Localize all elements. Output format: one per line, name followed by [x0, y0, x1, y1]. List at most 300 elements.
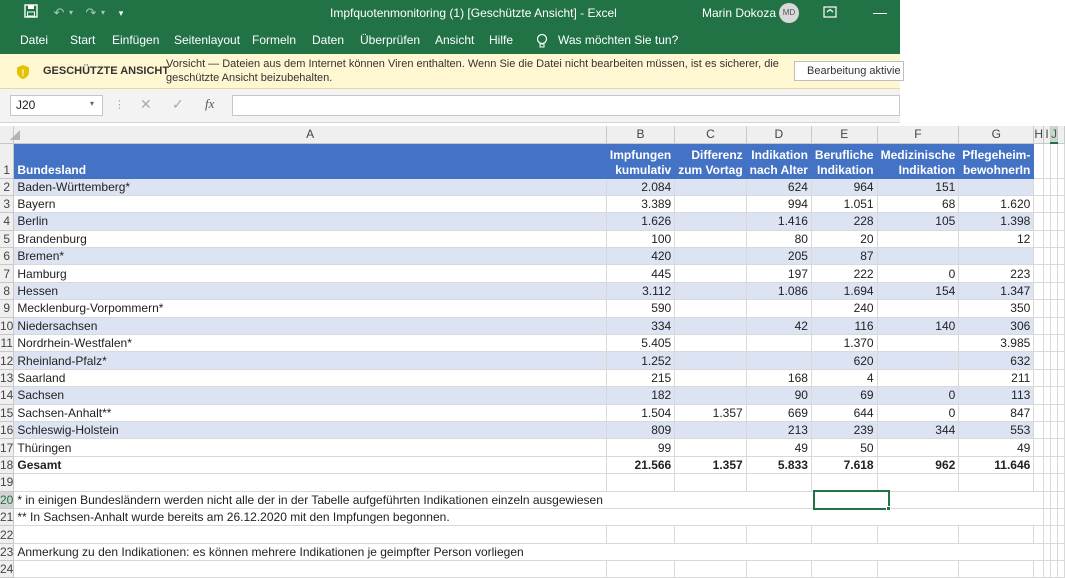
cell[interactable]	[1034, 300, 1044, 317]
cell[interactable]: 644	[811, 404, 877, 421]
cell[interactable]	[1050, 282, 1057, 299]
cell[interactable]	[877, 335, 959, 352]
row-header[interactable]: 13	[0, 370, 14, 385]
cell[interactable]	[1050, 421, 1057, 438]
tab-formeln[interactable]: Formeln	[252, 33, 297, 47]
insert-function-icon[interactable]: fx	[205, 96, 215, 111]
cell[interactable]	[1050, 352, 1057, 369]
cell[interactable]: 50	[811, 439, 877, 456]
cell[interactable]: 215	[606, 369, 674, 386]
cell[interactable]	[1057, 439, 1064, 456]
table-header-cell[interactable]	[811, 143, 877, 178]
cell[interactable]	[1034, 456, 1044, 473]
tab-daten[interactable]: Daten	[312, 33, 345, 47]
cell[interactable]: Hamburg	[14, 265, 607, 282]
cell[interactable]	[1057, 508, 1064, 525]
cell[interactable]: 168	[746, 369, 811, 386]
tab-ansicht[interactable]: Ansicht	[435, 33, 475, 47]
cell[interactable]: Nordrhein-Westfalen*	[14, 335, 607, 352]
cell[interactable]	[877, 561, 959, 578]
cell[interactable]: 0	[877, 387, 959, 404]
name-box-dropdown-icon[interactable]: ▾	[90, 99, 95, 108]
row-header[interactable]: 1	[0, 143, 14, 178]
cell[interactable]	[606, 508, 674, 525]
undo-dropdown-icon[interactable]: ▾	[68, 8, 73, 17]
cell[interactable]	[959, 178, 1034, 195]
cell[interactable]: 12	[959, 230, 1034, 247]
cell[interactable]	[1057, 387, 1064, 404]
cell[interactable]	[1057, 543, 1064, 560]
tab-seitenlayout[interactable]: Seitenlayout	[174, 33, 241, 47]
cell[interactable]	[1043, 474, 1050, 491]
cell[interactable]	[1034, 421, 1044, 438]
cell[interactable]	[1050, 195, 1057, 212]
cell[interactable]	[1034, 178, 1044, 195]
row-header[interactable]: 24	[0, 562, 14, 577]
cell[interactable]	[1043, 491, 1050, 508]
cell[interactable]	[1043, 526, 1050, 543]
table-header-cell[interactable]: Bundesland	[14, 143, 607, 178]
cell[interactable]: 87	[811, 248, 877, 265]
cell[interactable]	[877, 369, 959, 386]
cell[interactable]	[1050, 265, 1057, 282]
cell[interactable]: 223	[959, 265, 1034, 282]
cell[interactable]: 445	[606, 265, 674, 282]
cell[interactable]	[675, 561, 746, 578]
cell[interactable]	[877, 526, 959, 543]
cell[interactable]	[1043, 143, 1050, 178]
cell[interactable]: 620	[811, 352, 877, 369]
column-header[interactable]: F	[877, 126, 959, 143]
cell[interactable]: 632	[959, 352, 1034, 369]
cell[interactable]: 590	[606, 300, 674, 317]
cell[interactable]	[959, 491, 1034, 508]
row-header[interactable]: 23	[0, 544, 14, 559]
cell[interactable]	[675, 195, 746, 212]
cell[interactable]	[1043, 404, 1050, 421]
cell[interactable]	[1034, 213, 1044, 230]
cell[interactable]	[14, 474, 607, 491]
cell[interactable]	[1050, 335, 1057, 352]
total-cell[interactable]: 7.618	[811, 456, 877, 473]
cell[interactable]	[1043, 178, 1050, 195]
cell[interactable]: 228	[811, 213, 877, 230]
row-header[interactable]: 3	[0, 195, 14, 212]
cell[interactable]	[675, 543, 746, 560]
cell[interactable]	[675, 213, 746, 230]
cell[interactable]: 42	[746, 317, 811, 334]
cell[interactable]	[1043, 300, 1050, 317]
cell[interactable]	[877, 230, 959, 247]
cell[interactable]: 334	[606, 317, 674, 334]
cell[interactable]	[1034, 404, 1044, 421]
cell[interactable]	[811, 543, 877, 560]
cell[interactable]: 151	[877, 178, 959, 195]
cell[interactable]: 0	[877, 265, 959, 282]
cell[interactable]: Bremen*	[14, 248, 607, 265]
cell[interactable]	[1057, 335, 1064, 352]
cell[interactable]	[877, 439, 959, 456]
cell[interactable]: 4	[811, 369, 877, 386]
cell[interactable]	[746, 352, 811, 369]
cell[interactable]: 100	[606, 230, 674, 247]
cell[interactable]: 2.084	[606, 178, 674, 195]
column-header[interactable]: B	[606, 126, 674, 143]
cell[interactable]	[1050, 404, 1057, 421]
cell[interactable]: 553	[959, 421, 1034, 438]
cell[interactable]	[1050, 474, 1057, 491]
cell[interactable]	[746, 526, 811, 543]
cell[interactable]	[1050, 317, 1057, 334]
cell[interactable]	[1043, 508, 1050, 525]
cell[interactable]	[746, 491, 811, 508]
cell[interactable]	[1050, 300, 1057, 317]
total-cell[interactable]: Gesamt	[14, 456, 607, 473]
cell[interactable]	[746, 561, 811, 578]
fill-handle[interactable]	[886, 506, 891, 511]
cell[interactable]: 306	[959, 317, 1034, 334]
row-header[interactable]: 10	[0, 318, 14, 333]
cell[interactable]	[877, 248, 959, 265]
cell[interactable]	[1050, 143, 1057, 178]
tab-start[interactable]: Start	[70, 33, 96, 47]
cell[interactable]: 80	[746, 230, 811, 247]
row-header[interactable]: 22	[0, 527, 14, 542]
cell[interactable]: 1.416	[746, 213, 811, 230]
row-header[interactable]: 18	[0, 457, 14, 472]
cell[interactable]	[1050, 439, 1057, 456]
ribbon-display-icon[interactable]	[823, 5, 837, 19]
cell[interactable]: 105	[877, 213, 959, 230]
cell[interactable]	[1057, 265, 1064, 282]
cell[interactable]	[1057, 317, 1064, 334]
enable-editing-button[interactable]: Bearbeitung aktivie	[794, 61, 904, 81]
spreadsheet-table[interactable]	[0, 126, 1065, 578]
cell[interactable]	[675, 491, 746, 508]
cell[interactable]: Saarland	[14, 369, 607, 386]
cell[interactable]	[959, 248, 1034, 265]
cell[interactable]	[1043, 195, 1050, 212]
cell[interactable]: Niedersachsen	[14, 317, 607, 334]
cell[interactable]	[746, 335, 811, 352]
cell[interactable]: 809	[606, 421, 674, 438]
cell[interactable]	[606, 543, 674, 560]
cell[interactable]	[1034, 352, 1044, 369]
cell[interactable]: Berlin	[14, 213, 607, 230]
cell[interactable]: 69	[811, 387, 877, 404]
cell[interactable]	[1043, 439, 1050, 456]
cell[interactable]	[811, 526, 877, 543]
cell[interactable]: 205	[746, 248, 811, 265]
cell[interactable]	[959, 474, 1034, 491]
cell[interactable]	[1057, 230, 1064, 247]
column-header[interactable]: A	[14, 126, 607, 143]
column-header[interactable]	[1057, 126, 1064, 143]
cell[interactable]	[1034, 369, 1044, 386]
cell[interactable]: 211	[959, 369, 1034, 386]
cell[interactable]: 1.252	[606, 352, 674, 369]
row-header[interactable]: 9	[0, 300, 14, 317]
tab-hilfe[interactable]: Hilfe	[489, 33, 514, 47]
cell[interactable]	[1050, 456, 1057, 473]
table-header-cell[interactable]	[746, 143, 811, 178]
cell[interactable]: 1.051	[811, 195, 877, 212]
cell[interactable]	[1034, 195, 1044, 212]
cell[interactable]	[1043, 456, 1050, 473]
cell[interactable]	[675, 282, 746, 299]
cell[interactable]	[1050, 508, 1057, 525]
cell[interactable]: 1.626	[606, 213, 674, 230]
cell[interactable]	[746, 300, 811, 317]
cell[interactable]	[1057, 195, 1064, 212]
cell[interactable]	[606, 491, 674, 508]
customize-toolbar-icon[interactable]: ▾	[118, 8, 124, 18]
undo-icon[interactable]: ↶	[53, 5, 65, 20]
cell[interactable]	[1050, 543, 1057, 560]
cell[interactable]	[1050, 213, 1057, 230]
cell[interactable]	[606, 474, 674, 491]
cell[interactable]	[746, 474, 811, 491]
cell[interactable]	[1043, 352, 1050, 369]
cell[interactable]	[1043, 265, 1050, 282]
cell[interactable]	[675, 369, 746, 386]
cell[interactable]	[1034, 543, 1044, 560]
cell[interactable]	[1050, 178, 1057, 195]
table-header-cell[interactable]	[877, 143, 959, 178]
cell[interactable]	[877, 300, 959, 317]
cell[interactable]	[1034, 439, 1044, 456]
cell[interactable]: 49	[959, 439, 1034, 456]
cell[interactable]: 1.504	[606, 404, 674, 421]
cell[interactable]	[675, 508, 746, 525]
cell[interactable]	[1043, 421, 1050, 438]
cell[interactable]	[1043, 213, 1050, 230]
cell[interactable]: 1.357	[675, 404, 746, 421]
cell[interactable]	[1034, 474, 1044, 491]
row-header[interactable]: 14	[0, 388, 14, 403]
column-header[interactable]: I	[1045, 127, 1049, 142]
cell[interactable]	[675, 335, 746, 352]
cell[interactable]: 994	[746, 195, 811, 212]
cell[interactable]: 182	[606, 387, 674, 404]
cell[interactable]	[1034, 230, 1044, 247]
column-header[interactable]: D	[746, 126, 811, 143]
cell[interactable]	[1057, 526, 1064, 543]
cell[interactable]	[1034, 143, 1044, 178]
cell[interactable]	[1057, 421, 1064, 438]
cell[interactable]: 99	[606, 439, 674, 456]
cell[interactable]: 20	[811, 230, 877, 247]
cell[interactable]: 350	[959, 300, 1034, 317]
table-header-cell[interactable]	[675, 143, 746, 178]
cell[interactable]: 197	[746, 265, 811, 282]
cell[interactable]	[1050, 387, 1057, 404]
cell[interactable]	[675, 387, 746, 404]
row-header[interactable]: 7	[0, 265, 14, 282]
cell[interactable]: Sachsen	[14, 387, 607, 404]
row-header[interactable]: 16	[0, 423, 14, 438]
total-cell[interactable]: 11.646	[959, 456, 1034, 473]
cell[interactable]	[1043, 282, 1050, 299]
cell[interactable]	[606, 561, 674, 578]
cell[interactable]	[675, 178, 746, 195]
cell[interactable]	[811, 561, 877, 578]
cell[interactable]	[1057, 491, 1064, 508]
tab-ueberpruefen[interactable]: Überprüfen	[360, 33, 421, 47]
cell[interactable]	[1050, 491, 1057, 508]
cell[interactable]	[959, 508, 1034, 525]
cell[interactable]: 1.694	[811, 282, 877, 299]
cell[interactable]	[675, 230, 746, 247]
cell[interactable]: 3.389	[606, 195, 674, 212]
cell[interactable]	[675, 265, 746, 282]
column-header[interactable]: J	[1050, 127, 1057, 141]
cell[interactable]: Thüringen	[14, 439, 607, 456]
column-header[interactable]: E	[811, 126, 877, 143]
tab-einfuegen[interactable]: Einfügen	[112, 33, 160, 47]
cell[interactable]	[1057, 561, 1064, 578]
cancel-icon[interactable]: ✕	[140, 96, 152, 112]
cell[interactable]	[877, 352, 959, 369]
cell[interactable]	[1050, 248, 1057, 265]
cell[interactable]: 240	[811, 300, 877, 317]
cell[interactable]: 1.398	[959, 213, 1034, 230]
cell[interactable]: 847	[959, 404, 1034, 421]
cell[interactable]	[1043, 248, 1050, 265]
cell[interactable]	[1050, 526, 1057, 543]
tell-me-search[interactable]: Was möchten Sie tun?	[558, 33, 679, 47]
cell[interactable]	[675, 474, 746, 491]
cell[interactable]	[606, 526, 674, 543]
cell[interactable]	[675, 526, 746, 543]
active-cell-selection[interactable]	[813, 490, 890, 510]
formula-input[interactable]	[232, 95, 900, 116]
cell[interactable]	[1034, 248, 1044, 265]
note-cell[interactable]: * in einigen Bundesländern werden nicht alle der in der Tabelle aufgeführten Indikationen einzeln ausgewiesen	[14, 491, 607, 508]
cell[interactable]	[1034, 335, 1044, 352]
cell[interactable]: 420	[606, 248, 674, 265]
cell[interactable]	[1057, 456, 1064, 473]
row-header[interactable]: 19	[0, 475, 14, 490]
cell[interactable]	[1057, 474, 1064, 491]
cell[interactable]	[1050, 561, 1057, 578]
cell[interactable]	[14, 526, 607, 543]
cell[interactable]	[959, 543, 1034, 560]
total-cell[interactable]: 962	[877, 456, 959, 473]
cell[interactable]: Schleswig-Holstein	[14, 421, 607, 438]
cell[interactable]: 116	[811, 317, 877, 334]
cell[interactable]	[877, 474, 959, 491]
total-cell[interactable]: 5.833	[746, 456, 811, 473]
avatar[interactable]: MD	[779, 3, 799, 23]
column-header[interactable]: G	[959, 126, 1034, 143]
cell[interactable]: Baden-Württemberg*	[14, 178, 607, 195]
cell[interactable]	[1057, 352, 1064, 369]
minimize-icon[interactable]	[873, 13, 887, 14]
cell[interactable]	[675, 439, 746, 456]
row-header[interactable]: 21	[0, 510, 14, 525]
cell[interactable]: 0	[877, 404, 959, 421]
tab-datei[interactable]: Datei	[20, 33, 49, 47]
table-header-cell[interactable]	[959, 143, 1034, 178]
row-header[interactable]: 11	[0, 336, 13, 351]
cell[interactable]	[746, 543, 811, 560]
cell[interactable]: 68	[877, 195, 959, 212]
row-header[interactable]: 2	[0, 178, 14, 195]
cell[interactable]: 669	[746, 404, 811, 421]
cell[interactable]	[1043, 230, 1050, 247]
cell[interactable]	[746, 508, 811, 525]
total-cell[interactable]: 1.357	[675, 456, 746, 473]
cell[interactable]	[1034, 317, 1044, 334]
cell[interactable]: Hessen	[14, 282, 607, 299]
enter-icon[interactable]: ✓	[172, 96, 184, 112]
cell[interactable]: 3.985	[959, 335, 1034, 352]
note-cell[interactable]: ** In Sachsen-Anhalt wurde bereits am 26.12.2020 mit den Impfungen begonnen.	[14, 508, 607, 525]
cell[interactable]	[1034, 387, 1044, 404]
cell[interactable]	[1057, 282, 1064, 299]
cell[interactable]	[1057, 178, 1064, 195]
cell[interactable]: 1.347	[959, 282, 1034, 299]
cell[interactable]: 1.086	[746, 282, 811, 299]
row-header[interactable]: 15	[0, 405, 14, 420]
cell[interactable]: 90	[746, 387, 811, 404]
column-header[interactable]: C	[675, 126, 746, 143]
cell[interactable]	[1057, 404, 1064, 421]
cell[interactable]: 154	[877, 282, 959, 299]
redo-icon[interactable]: ↷	[85, 5, 97, 20]
cell[interactable]	[959, 561, 1034, 578]
cell[interactable]	[1057, 300, 1064, 317]
cell[interactable]	[1050, 369, 1057, 386]
cell[interactable]: 1.620	[959, 195, 1034, 212]
cell[interactable]: 344	[877, 421, 959, 438]
cell[interactable]: 1.370	[811, 335, 877, 352]
cell[interactable]	[1057, 143, 1064, 178]
cell[interactable]: Mecklenburg-Vorpommern*	[14, 300, 607, 317]
name-box[interactable]: J20	[10, 95, 103, 116]
cell[interactable]	[1043, 543, 1050, 560]
cell[interactable]	[959, 526, 1034, 543]
cell[interactable]	[1043, 335, 1050, 352]
cell[interactable]	[877, 543, 959, 560]
cell[interactable]	[675, 317, 746, 334]
cell[interactable]	[1034, 265, 1044, 282]
cell[interactable]	[1034, 282, 1044, 299]
cell[interactable]	[675, 352, 746, 369]
user-name[interactable]: Marin Dokoza	[702, 6, 777, 20]
cell[interactable]: 222	[811, 265, 877, 282]
cell[interactable]	[1034, 508, 1044, 525]
save-icon[interactable]	[22, 4, 40, 22]
cell[interactable]	[14, 561, 607, 578]
cell[interactable]	[1034, 526, 1044, 543]
row-header[interactable]: 6	[0, 248, 14, 265]
redo-dropdown-icon[interactable]: ▾	[100, 8, 105, 17]
cell[interactable]: 239	[811, 421, 877, 438]
cell[interactable]	[1050, 230, 1057, 247]
cell[interactable]: Sachsen-Anhalt**	[14, 404, 607, 421]
row-header[interactable]: 4	[0, 213, 14, 230]
cell[interactable]	[1034, 561, 1044, 578]
cell[interactable]	[811, 474, 877, 491]
cell[interactable]: 213	[746, 421, 811, 438]
row-header[interactable]: 17	[0, 440, 14, 455]
row-header[interactable]: 20	[0, 492, 14, 507]
select-all-corner[interactable]	[0, 126, 14, 143]
worksheet-grid[interactable]	[0, 126, 1057, 577]
total-cell[interactable]: 21.566	[606, 456, 674, 473]
